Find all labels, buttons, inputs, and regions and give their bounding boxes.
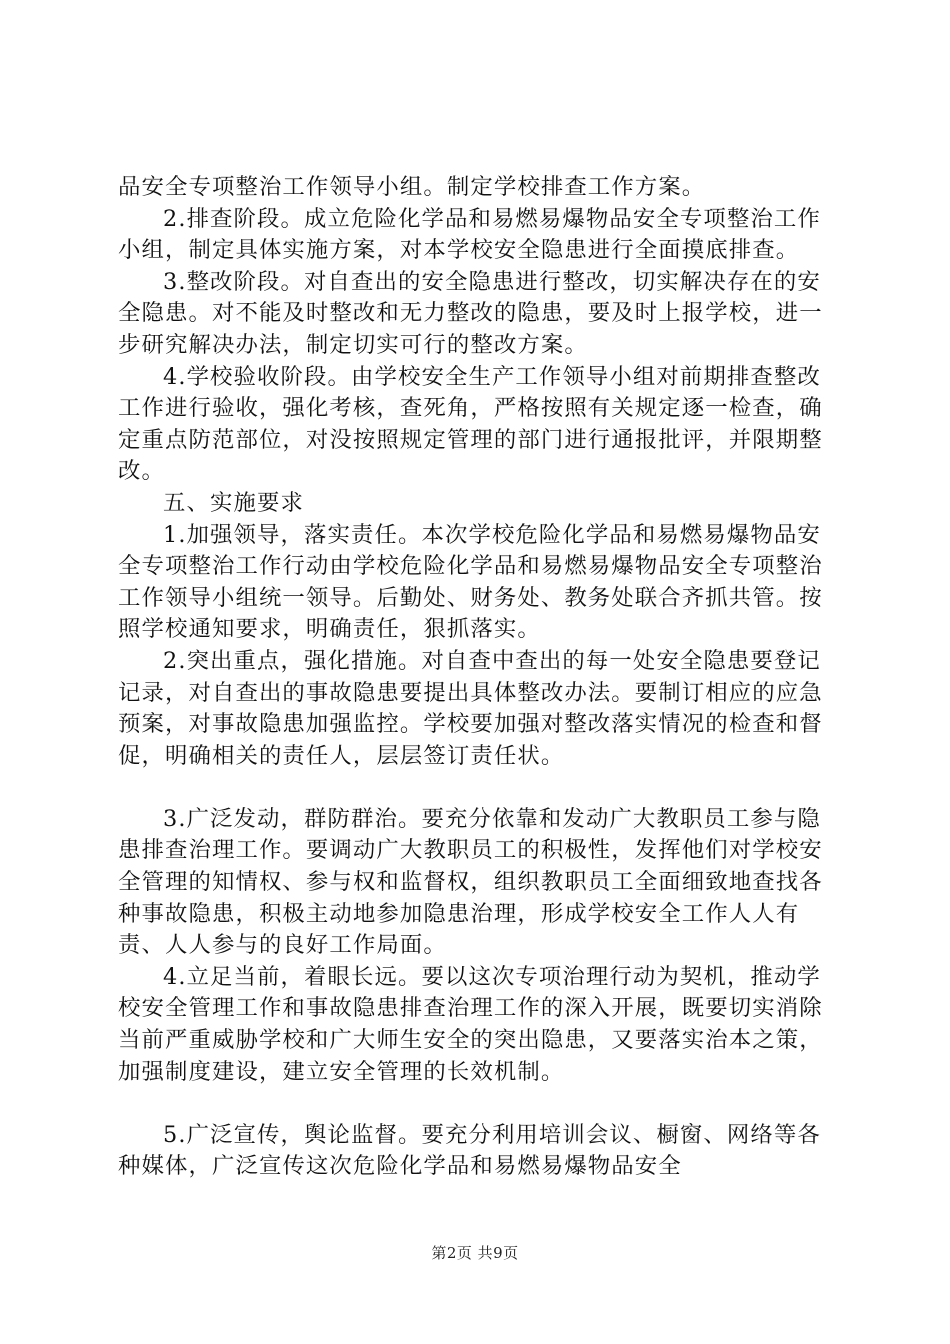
paragraph-requirement-4: 4.立足当前，着眼长远。要以这次专项治理行动为契机，推动学校安全管理工作和事故隐患排查治理工作的深入开展，既要切实消除当前严重威胁学校和广大师生安全的突出隐患，又要落实治本之策，加强制度建设，建立安全管理的长效机制。 [118,963,823,1085]
page-footer: 第2页 共9页 [431,1244,519,1262]
paragraph-requirement-5: 5.广泛宣传，舆论监督。要充分利用培训会议、橱窗、网络等各种媒体，广泛宣传这次危险化学品和易燃易爆物品安全 [118,1121,821,1180]
paragraph-step-4: 4.学校验收阶段。由学校安全生产工作领导小组对前期排查整改工作进行验收，强化考核，查死角，严格按照有关规定逐一检查，确定重点防范部位，对没按照规定管理的部门进行通报批评，并限期整改。 [118,363,823,485]
paragraph-step-2: 2.排查阶段。成立危险化学品和易燃易爆物品安全专项整治工作小组，制定具体实施方案，对本学校安全隐患进行全面摸底排查。 [118,205,821,264]
paragraph-step-3: 3.整改阶段。对自查出的安全隐患进行整改，切实解决存在的安全隐患。对不能及时整改和无力整改的隐患，要及时上报学校，进一步研究解决办法，制定切实可行的整改方案。 [118,268,823,358]
paragraph-requirement-1: 1.加强领导，落实责任。本次学校危险化学品和易燃易爆物品安全专项整治工作行动由学校危险化学品和易燃易爆物品安全专项整治工作领导小组统一领导。后勤处、财务处、教务处联合齐抓共管。按照学校通知要求，明确责任，狠抓落实。 [118,521,823,643]
paragraph-gap [118,1088,838,1120]
section-heading-requirements: 五、实施要求 [163,489,304,516]
paragraph-continuation: 品安全专项整治工作领导小组。制定学校排查工作方案。 [118,174,706,200]
paragraph-requirement-3: 3.广泛发动，群防群治。要充分依靠和发动广大教职员工参与隐患排查治理工作。要调动广大教职员工的积极性，发挥他们对学校安全管理的知情权、参与权和监督权，组织教职员工全面细致地查找各种事故隐患，积极主动地参加隐患治理，形成学校安全工作人人有责、人人参与的良好工作局面。 [118,805,823,959]
document-body [118,172,838,1183]
paragraph-gap [118,772,838,804]
paragraph-requirement-2: 2.突出重点，强化措施。对自查中查出的每一处安全隐患要登记记录，对自查出的事故隐患要提出具体整改办法。要制订相应的应急预案，对事故隐患加强监控。学校要加强对整改落实情况的检查和督促，明确相关的责任人，层层签订责任状。 [118,647,823,769]
